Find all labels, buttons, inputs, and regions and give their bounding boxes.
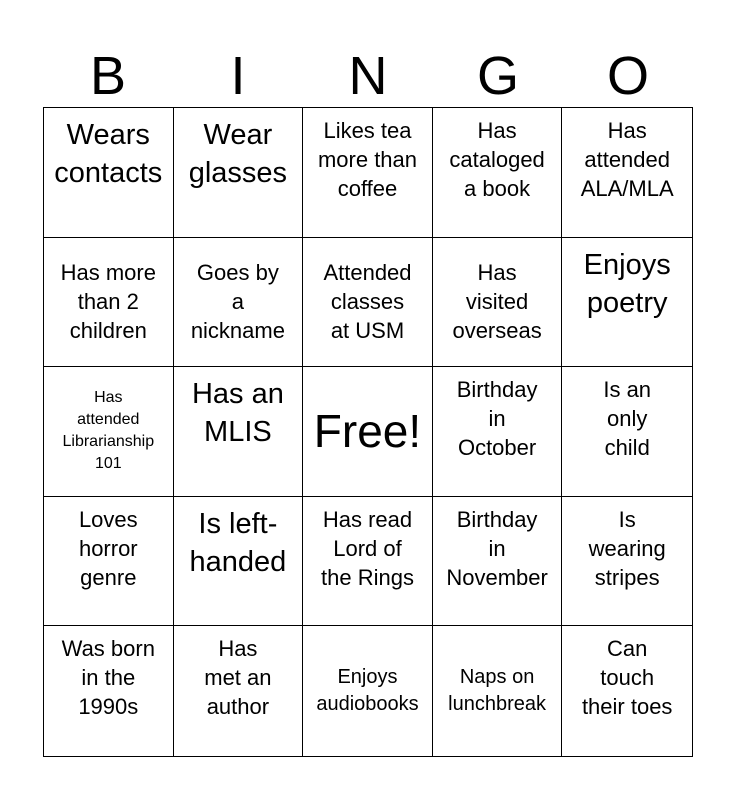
bingo-cell[interactable] [174,626,304,756]
header-letter-o: O [606,46,649,106]
cell-label: Attended classes at USM [323,260,412,344]
bingo-cell[interactable] [433,108,563,238]
bingo-cell[interactable] [562,626,692,756]
cell-label: Has an MLIS [191,378,284,449]
bingo-cell[interactable] [303,108,433,238]
cell-label: Birthday in October [456,377,538,461]
cell-label: Has more than 2 children [60,260,156,344]
bingo-cell[interactable] [174,497,304,627]
cell-label: Has attended Librarianship 101 [62,389,155,473]
cell-label: Has attended ALA/MLA [580,118,674,201]
bingo-cell[interactable] [44,367,174,497]
bingo-header [43,44,693,108]
bingo-cell[interactable] [174,238,304,368]
free-space-label: Free! [313,405,422,458]
bingo-cell[interactable] [174,108,304,238]
bingo-cell[interactable] [44,238,174,368]
cell-label: Is wearing stripes [588,506,666,590]
header-letter-b: B [89,46,127,106]
bingo-cell[interactable] [44,626,174,756]
cell-label: Has met an author [204,636,272,720]
cell-label: Has read Lord of the Rings [321,506,414,590]
cell-label: Naps on lunchbreak [448,666,547,716]
bingo-cell[interactable] [433,497,563,627]
bingo-board [43,107,693,757]
bingo-cell[interactable] [562,238,692,368]
cell-label: Is an only child [603,377,652,461]
bingo-cell[interactable] [433,367,563,497]
bingo-cell[interactable] [433,626,563,756]
cell-label: Birthday in November [446,506,548,590]
bingo-cell[interactable] [562,367,692,497]
cell-label: Goes by a nickname [190,260,285,344]
cell-label: Wear glasses [188,119,288,189]
cell-label: Enjoys poetry [583,248,671,319]
bingo-cell[interactable] [562,108,692,238]
bingo-cell[interactable] [44,497,174,627]
header-letter-i: I [230,46,246,106]
cell-label: Enjoys audiobooks [316,666,419,716]
cell-label: Can touch their toes [581,636,673,720]
cell-label: Was born in the 1990s [61,636,155,720]
cell-label: Is left- handed [189,507,287,578]
cell-label: Wears contacts [54,119,163,189]
bingo-cell[interactable] [433,238,563,368]
cell-label: Has visited overseas [452,260,542,344]
cell-label: Loves horror genre [78,506,138,590]
bingo-cell[interactable] [303,497,433,627]
header-letter-g: G [476,46,519,106]
bingo-cell[interactable] [174,367,304,497]
bingo-cell[interactable] [303,238,433,368]
bingo-cell[interactable] [303,626,433,756]
header-letter-n: N [348,46,388,106]
cell-label: Has cataloged a book [449,118,545,201]
cell-label: Likes tea more than coffee [317,118,418,201]
free-space-cell[interactable] [303,367,433,497]
bingo-cell[interactable] [562,497,692,627]
bingo-cell[interactable] [44,108,174,238]
